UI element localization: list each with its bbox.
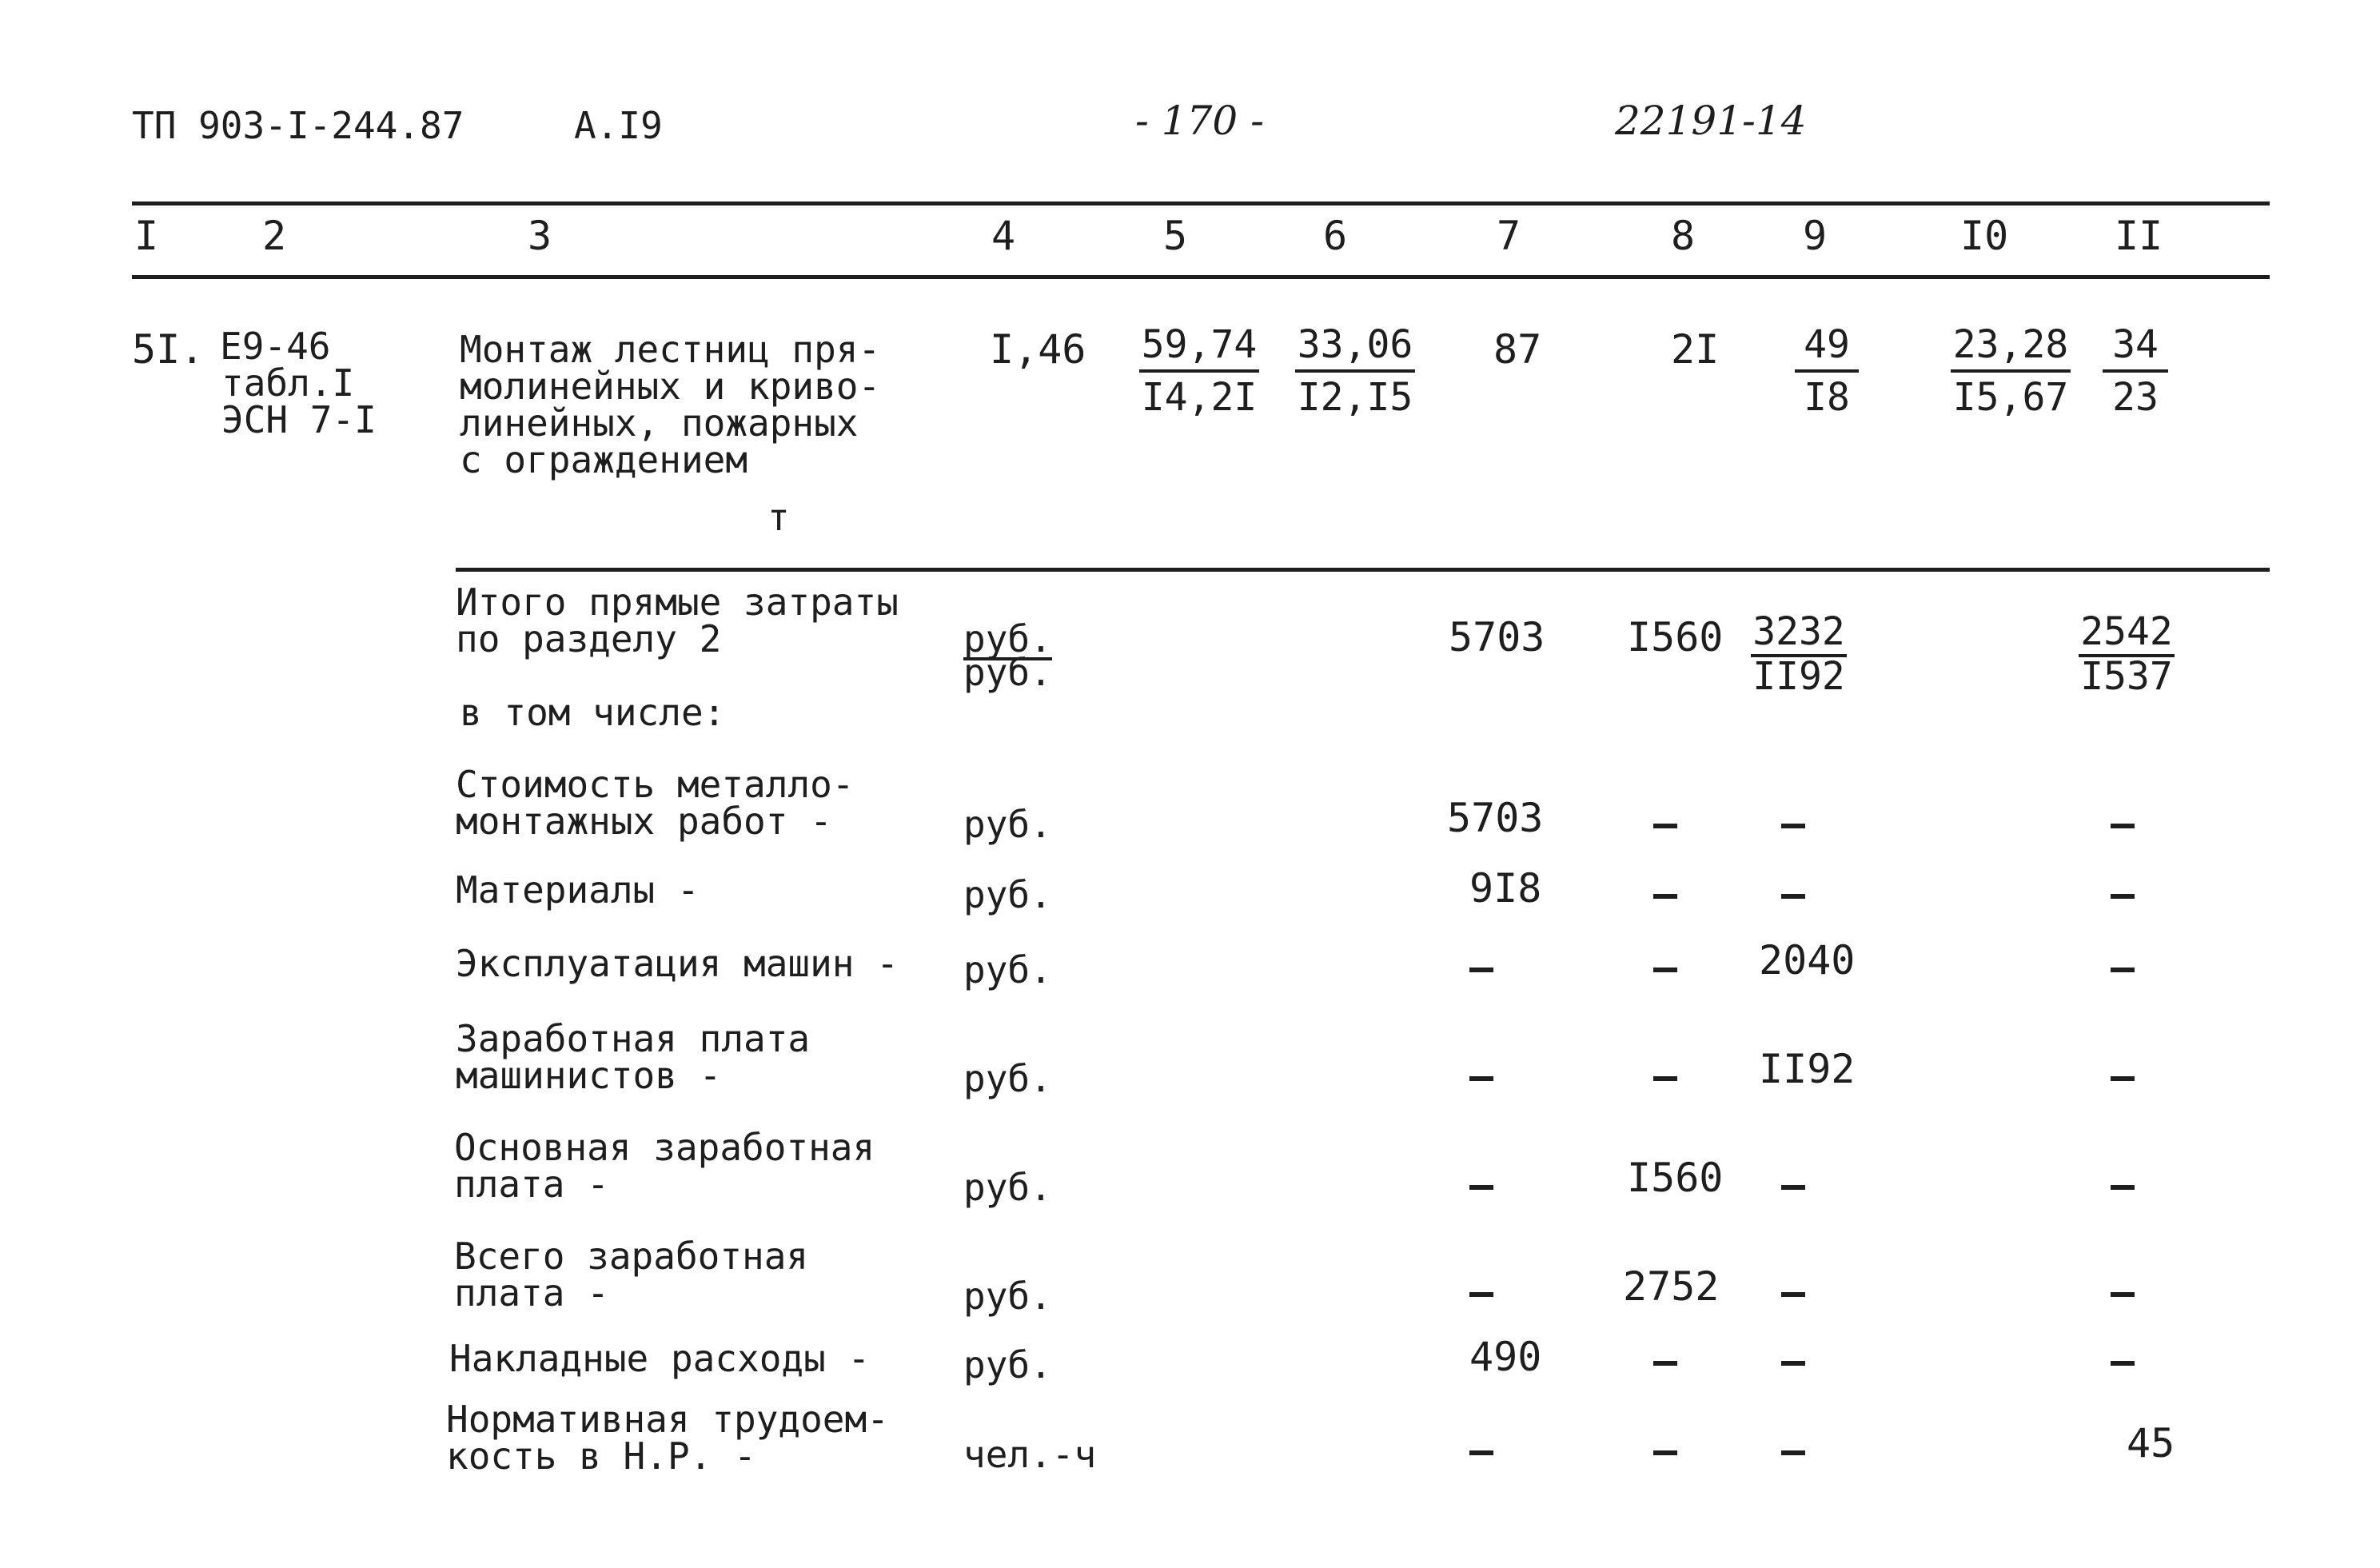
col-7-header: 7 bbox=[1497, 213, 1521, 259]
row-col7-dash bbox=[1469, 1185, 1493, 1190]
item-description-line: линейных, пожарных bbox=[460, 401, 859, 445]
header-bottom-rule bbox=[132, 275, 2270, 279]
row-col7: 490 bbox=[1469, 1334, 1542, 1380]
fraction-denominator: I2,I5 bbox=[1297, 375, 1413, 420]
col-11-header: II bbox=[2115, 213, 2163, 259]
row-col9-dash bbox=[1781, 1361, 1805, 1366]
fraction-denominator: I537 bbox=[2080, 654, 2173, 699]
item-code bbox=[220, 325, 377, 441]
header-top-rule bbox=[132, 201, 2270, 205]
row-unit: руб. bbox=[963, 1057, 1052, 1100]
item-code-line: E9-46 bbox=[220, 325, 331, 368]
row-label-line: Заработная плата bbox=[456, 1017, 811, 1060]
col-10-header: I0 bbox=[1960, 213, 2009, 259]
item-code-line: табл.I bbox=[221, 361, 355, 405]
item-description-line: с ограждением bbox=[460, 438, 748, 481]
row-col9-dash bbox=[1781, 1185, 1805, 1190]
fraction-denominator: I5,67 bbox=[1952, 375, 2069, 420]
row-unit: чел.-ч bbox=[963, 1433, 1097, 1476]
row-col11-dash bbox=[2111, 1361, 2135, 1366]
row-col7-dash bbox=[1469, 1450, 1493, 1455]
row-unit: руб. bbox=[963, 948, 1052, 991]
row-col7-dash bbox=[1469, 1292, 1493, 1297]
row-label bbox=[454, 1235, 809, 1315]
row-col7-dash bbox=[1469, 1076, 1493, 1081]
total-label-line: Итого прямые затраты bbox=[456, 581, 899, 624]
total-col8: I560 bbox=[1627, 614, 1724, 660]
inventory-number: 22191-14 bbox=[1615, 98, 1807, 144]
total-label-line: по разделу 2 bbox=[456, 617, 722, 660]
row-col9-dash bbox=[1781, 824, 1805, 828]
row-col8-dash bbox=[1653, 1076, 1677, 1081]
fraction-numerator: 34 bbox=[2103, 320, 2168, 373]
item-quantity: I,46 bbox=[990, 326, 1086, 373]
row-label bbox=[456, 868, 700, 912]
item-unit: т bbox=[767, 496, 790, 539]
fraction-numerator: 49 bbox=[1795, 320, 1859, 373]
row-col8-dash bbox=[1653, 894, 1677, 899]
row-label-line: Нормативная трудоем- bbox=[446, 1398, 889, 1441]
section-rule bbox=[456, 568, 2270, 572]
item-code-line: ЭСН 7-I bbox=[221, 398, 377, 441]
fraction-numerator: 59,74 bbox=[1139, 320, 1259, 373]
row-label-line: Материалы - bbox=[456, 868, 700, 912]
row-col8: I560 bbox=[1627, 1155, 1724, 1201]
row-col11-dash bbox=[2111, 1185, 2135, 1190]
col-4-header: 4 bbox=[991, 213, 1016, 259]
item-col10-fraction bbox=[1951, 320, 2071, 422]
row-col9: 2040 bbox=[1759, 937, 1856, 983]
fraction-numerator: 23,28 bbox=[1951, 320, 2071, 373]
row-col8-dash bbox=[1653, 1361, 1677, 1366]
row-label bbox=[456, 942, 899, 985]
total-col7: 5703 bbox=[1449, 614, 1545, 660]
item-col5-fraction bbox=[1139, 320, 1259, 422]
doc-code: ТП 903-I-244.87 bbox=[132, 104, 464, 147]
item-col9-fraction bbox=[1795, 320, 1859, 422]
row-label bbox=[449, 1337, 871, 1380]
row-col8-dash bbox=[1653, 824, 1677, 828]
row-col11-dash bbox=[2111, 968, 2135, 972]
row-col11-dash bbox=[2111, 894, 2135, 899]
col-6-header: 6 bbox=[1323, 213, 1348, 259]
row-col9-dash bbox=[1781, 894, 1805, 899]
row-col8-dash bbox=[1653, 968, 1677, 972]
row-col9-dash bbox=[1781, 1450, 1805, 1455]
row-label-line: Накладные расходы - bbox=[449, 1337, 871, 1380]
row-label-line: Всего заработная bbox=[454, 1235, 809, 1278]
row-unit: руб. bbox=[963, 1166, 1052, 1209]
page-number: - 170 - bbox=[1135, 98, 1265, 144]
row-col7: 5703 bbox=[1447, 795, 1544, 841]
item-col7: 87 bbox=[1493, 326, 1542, 373]
row-label-line: машинистов - bbox=[456, 1054, 722, 1097]
row-col11: 45 bbox=[2127, 1420, 2175, 1466]
col-5-header: 5 bbox=[1163, 213, 1188, 259]
item-number: 5I. bbox=[132, 326, 205, 373]
row-col11-dash bbox=[2111, 824, 2135, 828]
total-label bbox=[456, 581, 899, 660]
total-unit bbox=[963, 617, 1052, 694]
col-8-header: 8 bbox=[1671, 213, 1696, 259]
row-label bbox=[454, 1126, 875, 1206]
row-label-line: кость в Н.Р. - bbox=[446, 1434, 756, 1478]
col-1-header: I bbox=[134, 213, 159, 259]
total-unit-top: руб. bbox=[963, 617, 1052, 660]
fraction-denominator: II92 bbox=[1752, 654, 1845, 699]
item-description-line: Монтаж лестниц пря- bbox=[460, 328, 881, 371]
total-col11-fraction bbox=[2079, 609, 2175, 699]
row-col9: II92 bbox=[1759, 1046, 1856, 1092]
col-2-header: 2 bbox=[262, 213, 287, 259]
col-3-header: 3 bbox=[528, 213, 552, 259]
row-col7-dash bbox=[1469, 968, 1493, 972]
total-unit-bottom: руб. bbox=[963, 651, 1052, 694]
item-description-line: молинейных и криво- bbox=[460, 365, 881, 408]
album-number: А.I9 bbox=[574, 104, 663, 147]
row-unit: руб. bbox=[963, 1275, 1052, 1318]
including-label: в том числе: bbox=[460, 691, 726, 734]
row-label bbox=[456, 763, 855, 843]
fraction-numerator: 3232 bbox=[1751, 609, 1847, 657]
row-col8-dash bbox=[1653, 1450, 1677, 1455]
row-label-line: Эксплуатация машин - bbox=[456, 942, 899, 985]
fraction-numerator: 2542 bbox=[2079, 609, 2175, 657]
fraction-denominator: I8 bbox=[1804, 375, 1850, 420]
row-col11-dash bbox=[2111, 1076, 2135, 1081]
fraction-denominator: I4,2I bbox=[1141, 375, 1258, 420]
item-col11-fraction bbox=[2103, 320, 2168, 422]
col-9-header: 9 bbox=[1803, 213, 1828, 259]
item-col6-fraction bbox=[1295, 320, 1415, 422]
row-col7: 9I8 bbox=[1469, 865, 1542, 912]
row-label-line: монтажных работ - bbox=[456, 800, 832, 843]
row-unit: руб. bbox=[963, 803, 1052, 846]
row-col8: 2752 bbox=[1623, 1263, 1720, 1310]
item-description bbox=[460, 328, 881, 481]
row-label bbox=[446, 1398, 889, 1478]
row-unit: руб. bbox=[963, 873, 1052, 916]
row-label-line: плата - bbox=[454, 1271, 609, 1315]
row-label-line: Основная заработная bbox=[454, 1126, 875, 1169]
row-label-line: плата - bbox=[454, 1163, 609, 1206]
row-col9-dash bbox=[1781, 1292, 1805, 1297]
row-col11-dash bbox=[2111, 1292, 2135, 1297]
fraction-numerator: 33,06 bbox=[1295, 320, 1415, 373]
row-label bbox=[456, 1017, 811, 1097]
row-label-line: Стоимость металло- bbox=[456, 763, 855, 806]
total-col9-fraction bbox=[1751, 609, 1847, 699]
item-col8: 2I bbox=[1671, 326, 1720, 373]
row-unit: руб. bbox=[963, 1343, 1052, 1386]
fraction-denominator: 23 bbox=[2112, 375, 2159, 420]
